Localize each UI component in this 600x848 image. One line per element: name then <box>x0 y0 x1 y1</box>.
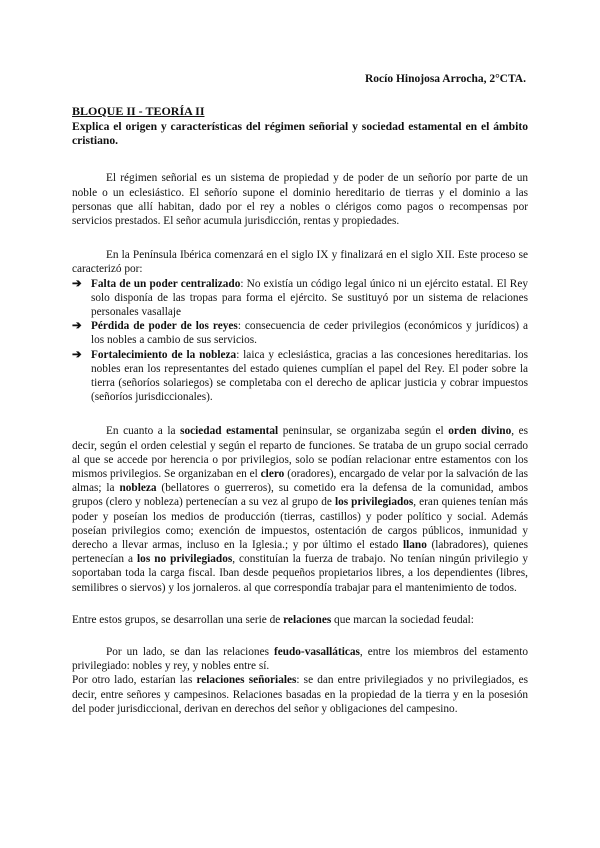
text-run: que marcan la sociedad feudal: <box>331 613 474 626</box>
list-item-text: : consecuencia de ceder privilegios (económicos y jurídicos) a los nobles a cambio de sus servicios. <box>91 320 528 347</box>
list-item-term: Fortalecimiento de la nobleza <box>91 348 237 361</box>
text-run: , eran quienes tenían más poder y poseían los medios de producción (tierras, castillos) y poder político y social. Además poseían privilegios como; exención de impuestos, ostentación de cargos públicos, inmunidad y derecho a llevar armas, incluso en la Iglesia.; y por último el estado <box>72 496 528 552</box>
author-line: Rocío Hinojosa Arrocha, 2°CTA. <box>364 73 526 85</box>
arrow-bullet-icon: ➔ <box>72 348 82 361</box>
bold-term: orden divino <box>448 425 512 438</box>
list-item-term: Falta de un poder centralizado <box>91 277 241 290</box>
paragraph-peninsula: En la Península Ibérica comenzará en el siglo IX y finalizará en el siglo XII. Este proceso se caracterizó por: <box>72 249 528 276</box>
list-item-text: : laica y eclesiástica, gracias a las concesiones hereditarias. los nobles eran los representantes del estado quienes cumplían el papel del Rey. El poder sobre la tierra (señoríos solariegos) se completaba con el derecho de aplicar justicia y cobrar impuestos (señoríos jurisdiccionales). <box>91 348 528 404</box>
arrow-bullet-icon: ➔ <box>72 277 82 290</box>
bold-term: los privilegiados <box>334 496 414 509</box>
document-body <box>72 104 528 716</box>
list-item <box>72 348 528 405</box>
text-run: (oradores), encargado de velar por la salvación de las almas; la <box>72 468 528 495</box>
list-item-text: : No existía un código legal único ni un ejército estatal. El Rey solo disponía de las tropas para forma el ejército. Se sustituyó por un sistema de relaciones personales vasallaje <box>91 277 528 319</box>
text-run: , es decir, según el orden celestial y según el reparto de funciones. Se trataba de un grupo social cerrado al que se accede por herencia o por privilegios, solo se podían relacionar entre estamentos con los mismos privilegios. Se organizaban en el <box>72 425 529 481</box>
arrow-bullet-icon: ➔ <box>72 320 82 333</box>
text-run: (bellatores o guerreros), su cometido era la defensa de la comunidad, ambos grupos (clero y nobleza) pertenecían a su vez al grupo de <box>72 482 528 509</box>
paragraph-sociedad <box>72 424 528 594</box>
section-heading: BLOQUE II - TEORÍA II <box>72 104 205 118</box>
text-run: , constituían la fuerza de trabajo. No tenían ningún privilegio y soportaban toda la carga fiscal. Iban desde pequeños propietarios libres, a los dependientes (libres, semilibres o siervos) y los jornaleros. al que correspondía trabajar para el mantenimiento de todos. <box>72 553 528 594</box>
characteristics-list <box>72 277 528 405</box>
paragraph-regimen: El régimen señorial es un sistema de propiedad y de poder de un señorío por parte de un noble o un eclesiástico. El señorío supone el dominio hereditario de tierras y el dominio a las personas que allí habitan, dado por el rey a nobles o clérigos como pagos o recompensas por servicios prestados. El señor acumula jurisdicción, rentas y propiedades. <box>72 172 528 227</box>
bold-term: sociedad estamental <box>180 425 279 438</box>
text-run: , entre los miembros del estamento privilegiado: nobles y rey, y nobles entre sí. <box>72 646 529 673</box>
bold-term: relaciones señoriales <box>196 674 297 687</box>
bold-term: feudo-vasalláticas <box>273 646 360 659</box>
text-run: Entre estos grupos, se desarrollan una serie de <box>72 613 284 626</box>
text-run: En cuanto a la <box>106 425 181 438</box>
list-item <box>72 319 528 347</box>
question-title: Explica el origen y características del régimen señorial y sociedad estamental en el ámbito cristiano. <box>72 120 528 147</box>
bold-term: llano <box>403 539 427 552</box>
bold-term: los no privilegiados <box>137 553 233 566</box>
bold-term: clero <box>260 468 285 481</box>
paragraph-feudo-vasallaticas <box>72 645 528 673</box>
bold-term: relaciones <box>283 613 332 626</box>
bold-term: nobleza <box>119 482 157 495</box>
paragraph-senoriales <box>72 673 528 716</box>
paragraph-relaciones <box>72 613 528 627</box>
text-run: : se dan entre privilegiados y no privilegiados, es decir, entre señores y campesinos. Relaciones basadas en la propiedad de la tierra y en la posesión del poder jurisdiccional, derivan en derechos del señor y obligaciones del campesino. <box>72 674 528 715</box>
list-item <box>72 277 528 320</box>
text-run: Por un lado, se dan las relaciones <box>106 646 274 659</box>
list-item-term: Pérdida de poder de los reyes <box>91 320 238 333</box>
text-run: (labradores), quienes pertenecían a <box>72 539 528 566</box>
text-run: Por otro lado, estarían las <box>72 674 197 687</box>
text-run: peninsular, se organizaba según el <box>278 425 449 438</box>
